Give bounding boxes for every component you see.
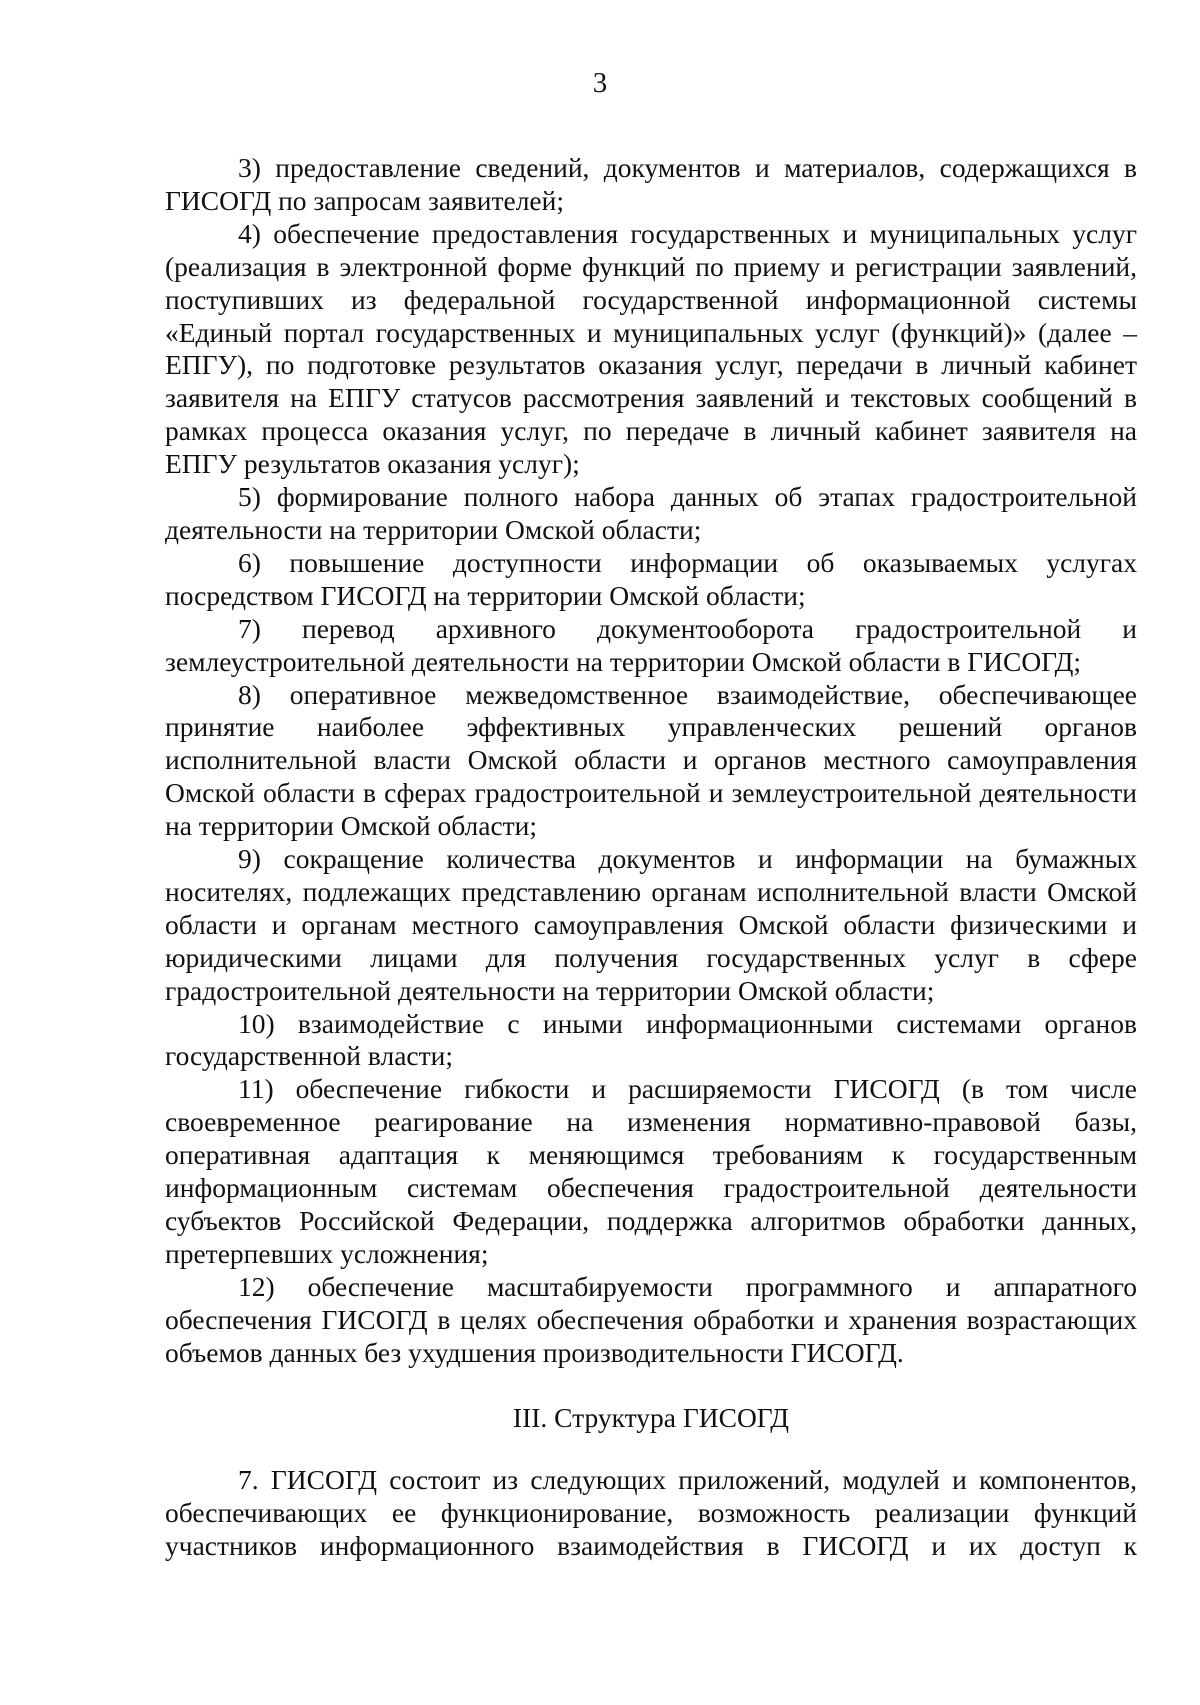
section-heading: III. Структура ГИСОГД [512, 1401, 790, 1433]
list-item: 3) предоставление сведений, документов и материалов, содержащихся в ГИСОГД по запросам заявителей; [165, 152, 1137, 216]
list-item: 5) формирование полного набора данных об этапах градостроительной деятельности на территории Омской области; [165, 481, 1137, 545]
list-item: 9) сокращение количества документов и информации на бумажных носителях, подлежащих представлению органам исполнительной власти Омской области и органам местного самоуправления Омской области физическими и юридическими лицами для получения государственных услуг в сфере градостроительной деятельности на территории Омской области; [165, 843, 1137, 1006]
section-paragraph: 7. ГИСОГД состоит из следующих приложений, модулей и компонентов, обеспечивающих ее функционирование, возможность реализации функций участников информационного взаимодействия в ГИСОГД и их доступ к [165, 1464, 1137, 1562]
list-item: 7) перевод архивного документооборота градостроительной и землеустроительной деятельности на территории Омской области в ГИСОГД; [165, 612, 1137, 677]
document-body [165, 152, 1137, 1563]
list-item: 12) обеспечение масштабируемости программного и аппаратного обеспечения ГИСОГД в целях обеспечения обработки и хранения возрастающих объемов данных без ухудшения производительности ГИСОГД. [165, 1270, 1137, 1368]
list-item: 8) оперативное межведомственное взаимодействие, обеспечивающее принятие наиболее эффективных управленческих решений органов исполнительной власти Омской области и органов местного самоуправления Омской области в сферах градостроительной и землеустроительной деятельности на территории Омской области; [165, 678, 1137, 842]
list-item: 6) повышение доступности информации об оказываемых услугах посредством ГИСОГД на территории Омской области; [165, 546, 1137, 611]
list-item: 11) обеспечение гибкости и расширяемости ГИСОГД (в том числе своевременное реагирование на изменения нормативно-правовой базы, оперативная адаптация к меняющимся требованиям к государственным информационным системам обеспечения градостроительной деятельности субъектов Российской Федерации, поддержка алгоритмов обработки данных, претерпевших усложнения; [165, 1073, 1137, 1269]
list-item: 4) обеспечение предоставления государственных и муниципальных услуг (реализация в электронной форме функций по приему и регистрации заявлений, поступивших из федеральной государственной информационной системы «Единый портал государственных и муниципальных услуг (функций)» (далее – ЕПГУ), по подготовке результатов оказания услуг, передачи в личный кабинет заявителя на ЕПГУ статусов рассмотрения заявлений и текстовых сообщений в рамках процесса оказания услуг, по передаче в личный кабинет заявителя на ЕПГУ результатов оказания услуг); [165, 217, 1137, 480]
list-item: 10) взаимодействие с иными информационными системами органов государственной власти; [165, 1007, 1137, 1072]
page-number: 3 [592, 67, 608, 99]
